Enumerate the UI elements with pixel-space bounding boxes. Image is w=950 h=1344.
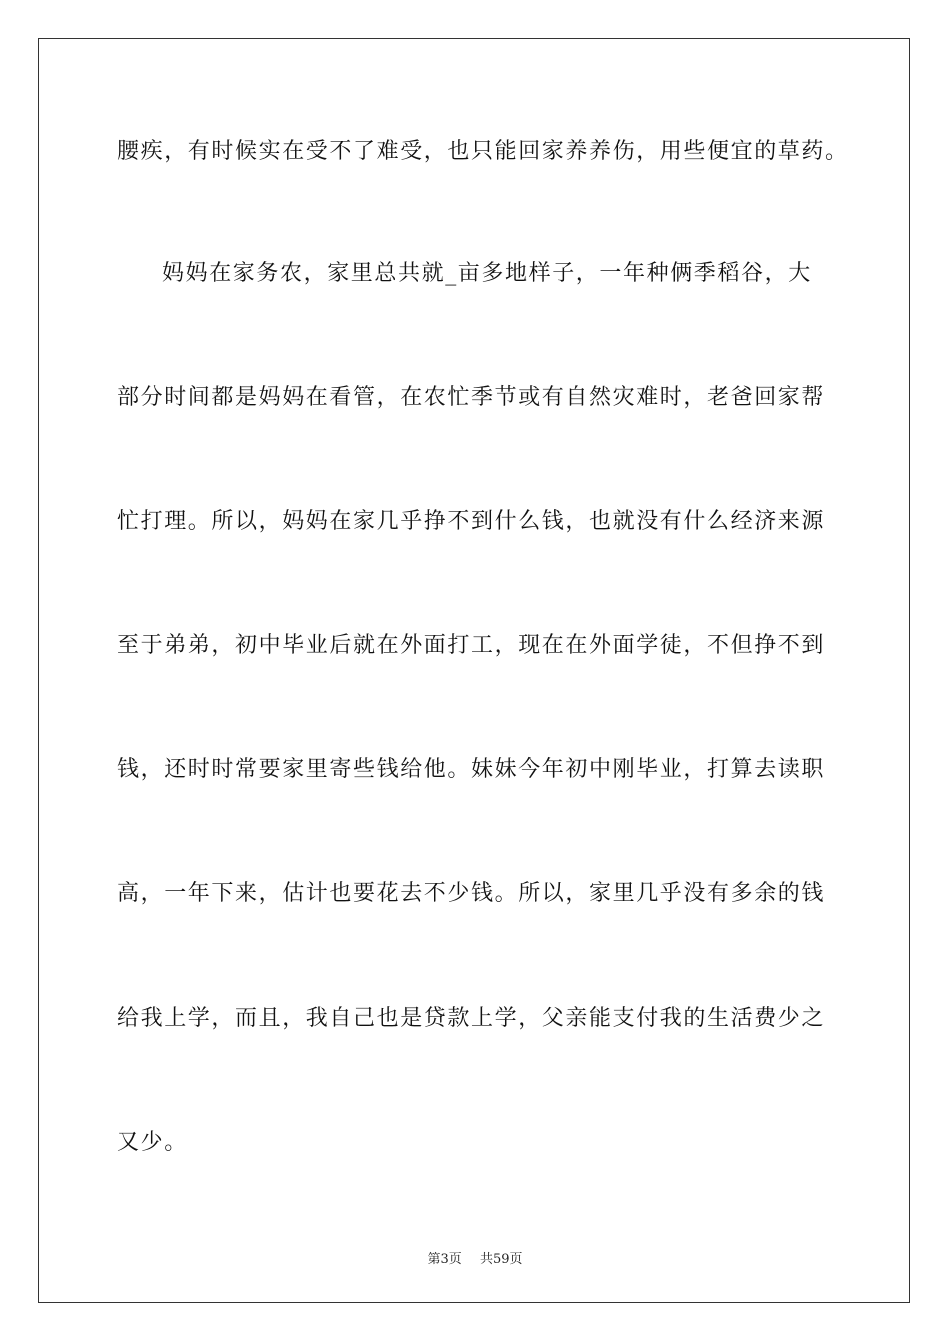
text-line: 至于弟弟，初中毕业后就在外面打工，现在在外面学徒，不但挣不到 <box>117 633 826 658</box>
text-line: 高，一年下来，估计也要花去不少钱。所以，家里几乎没有多余的钱 <box>117 881 826 906</box>
text-line: 忙打理。所以，妈妈在家几乎挣不到什么钱，也就没有什么经济来源 <box>117 509 826 534</box>
text-line: 腰疾，有时候实在受不了难受，也只能回家养养伤，用些便宜的草药。 <box>117 139 849 164</box>
text-line: 又少。 <box>117 1130 188 1155</box>
page-footer <box>0 1248 950 1267</box>
page-total: 共59页 <box>479 1252 523 1267</box>
text-line: 钱，还时时常要家里寄些钱给他。妹妹今年初中刚毕业，打算去读职 <box>117 757 826 782</box>
page-border <box>38 38 910 1303</box>
paragraph-start-line: 妈妈在家务农，家里总共就_亩多地样子，一年种俩季稻谷，大 <box>162 261 812 286</box>
text-line: 部分时间都是妈妈在看管，在农忙季节或有自然灾难时，老爸回家帮 <box>117 385 826 410</box>
text-line: 给我上学，而且，我自己也是贷款上学，父亲能支付我的生活费少之 <box>117 1006 826 1031</box>
page-number: 第3页 <box>427 1252 462 1267</box>
